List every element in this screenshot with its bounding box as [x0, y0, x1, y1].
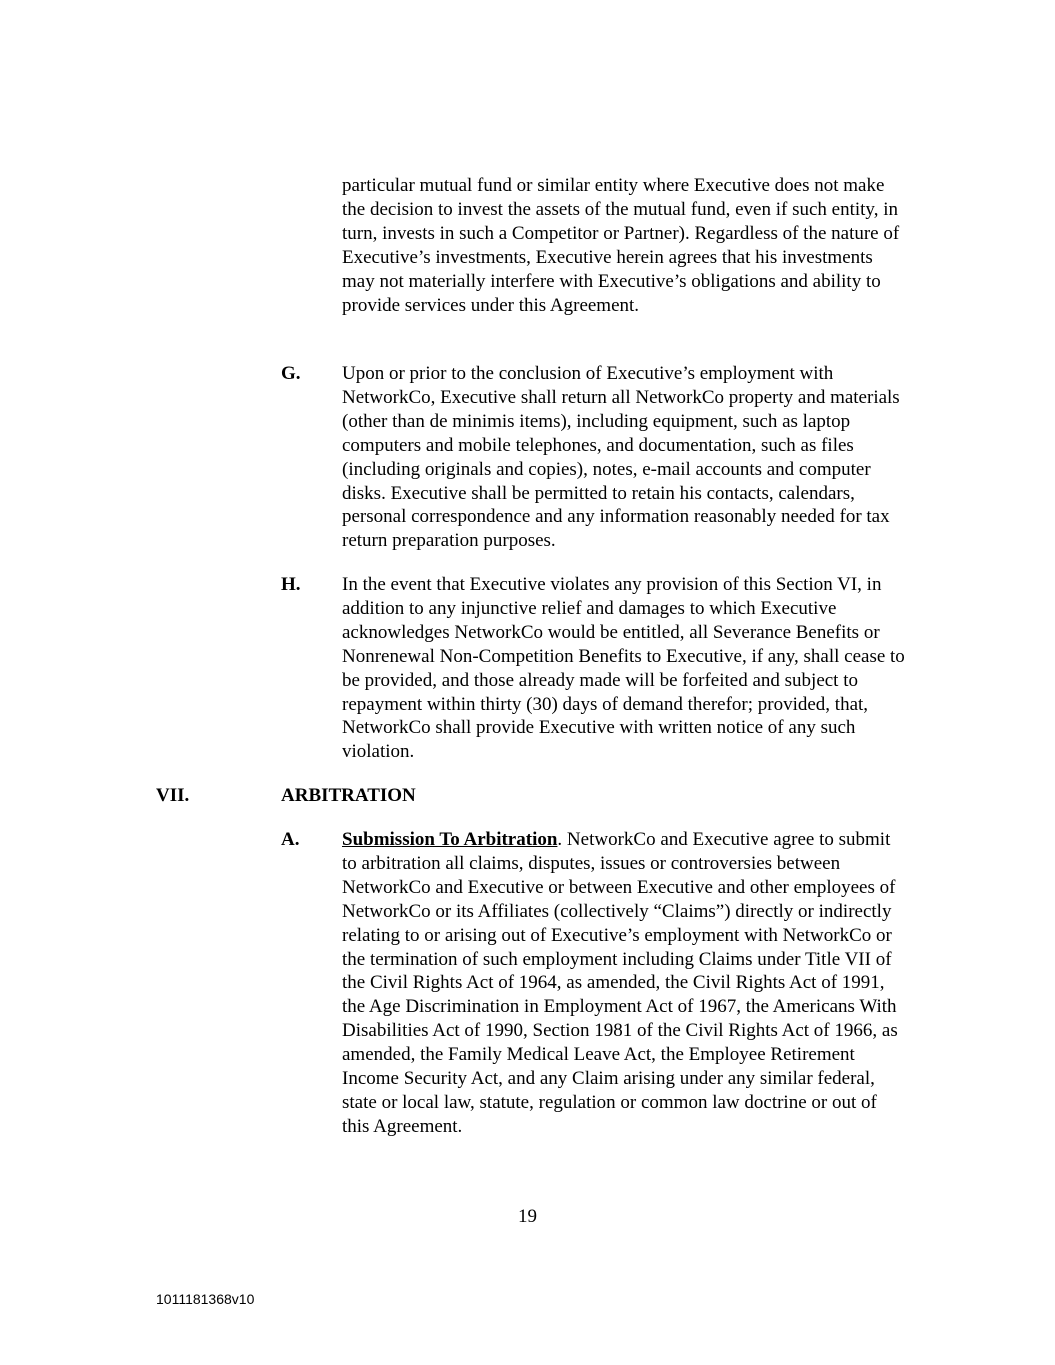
item-g-letter: G.	[281, 363, 301, 384]
subsection-a-letter: A.	[281, 829, 300, 850]
continuation-paragraph: particular mutual fund or similar entity where Executive does not make the decision to invest the assets of the mutual fund, even if such entity, in turn, invests in such a Competitor or Partner). Regardless of the nature of Executive’s investments, Executive herein agrees that his investments may not materially interfere with Executive’s obligations and ability to provide services under this Agreement.	[342, 175, 900, 316]
item-g-paragraph: Upon or prior to the conclusion of Executive’s employment with NetworkCo, Executive shall return all NetworkCo property and materials (other than de minimis items), including equipment, such as laptop computers and mobile telephones, and documentation, such as files (including originals and copies), notes, e-mail accounts and computer disks. Executive shall be permitted to retain his contacts, calendars, personal correspondence and any information reasonably needed for tax return preparation purposes.	[342, 363, 900, 552]
section-title: ARBITRATION	[281, 785, 416, 806]
document-id: 1011181368v10	[156, 1291, 255, 1307]
subsection-a-paragraph	[342, 828, 907, 1139]
section-number: VII.	[156, 785, 190, 806]
subsection-a-body: . NetworkCo and Executive agree to submit to arbitration all claims, disputes, issues or controversies between NetworkCo and Executive or between Executive and other employees of NetworkCo or its Affiliates (collectively “Claims”) directly or indirectly relating to or arising out of Executive’s employment with NetworkCo or the termination of such employment including Claims under Title VII of the Civil Rights Act of 1964, as amended, the Civil Rights Act of 1991, the Age Discrimination in Employment Act of 1967, the Americans With Disabilities Act of 1990, Section 1981 of the Civil Rights Act of 1966, as amended, the Family Medical Leave Act, the Employee Retirement Income Security Act, and any Claim arising under any similar federal, state or local law, statute, regulation or common law doctrine or out of this Agreement.	[342, 829, 898, 1137]
page-number: 19	[518, 1206, 537, 1227]
item-h-paragraph: In the event that Executive violates any provision of this Section VI, in addition to any injunctive relief and damages to which Executive acknowledges NetworkCo would be entitled, all Severance Benefits or Nonrenewal Non-Competition Benefits to Executive, if any, shall cease to be provided, and those already made will be forfeited and subject to repayment within thirty (30) days of demand therefor; provided, that, NetworkCo shall provide Executive with written notice of any such violation.	[342, 574, 905, 763]
item-h-letter: H.	[281, 574, 301, 595]
subsection-a-heading: Submission To Arbitration	[342, 829, 558, 850]
